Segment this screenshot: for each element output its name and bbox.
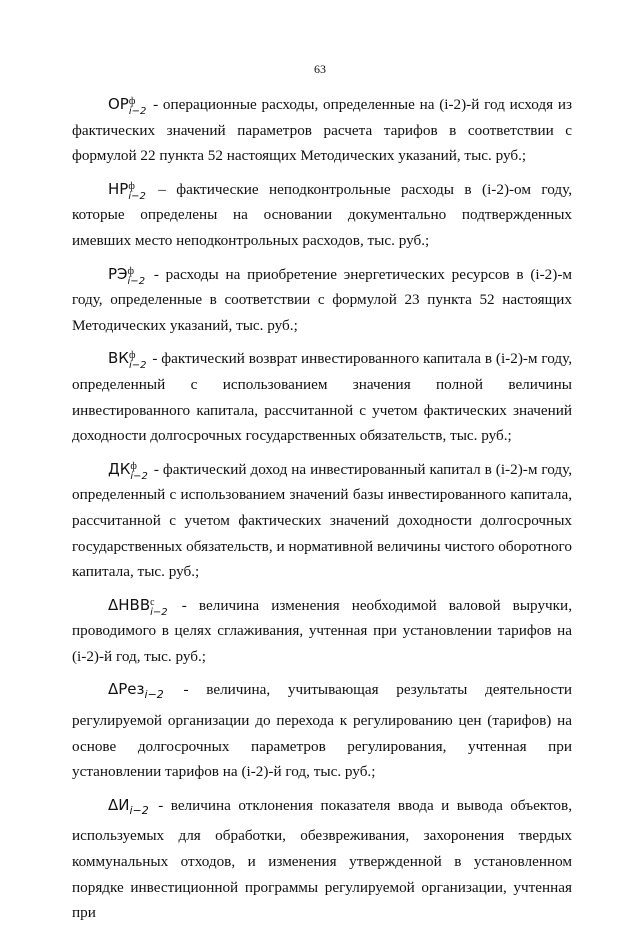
formula-subscript: i−2 [130, 470, 148, 482]
formula-superscript: ф [128, 96, 136, 107]
formula-scripts [150, 598, 168, 618]
definition-capital-return [72, 346, 572, 448]
definition-energy-expenses [72, 262, 572, 339]
formula-superscript: ф [128, 180, 135, 192]
formula-symbol: ОР [108, 95, 129, 113]
definition-text: - операционные расходы, определенные на (i-2)-й год исходя из фактических значений параметров расчета тарифов в соответствии с формулой 22 пункта 52 настоящих Методических указаний, тыс. руб.; [72, 96, 572, 165]
definition-text: - расходы на приобретение энергетических ресурсов в (i-2)-м году, определенные в соответствии с формулой 23 пункта 52 настоящих Методических указаний, тыс. руб.; [72, 265, 572, 334]
definition-text: - величина изменения необходимой валовой выручки, проводимого в целях сглаживания, учтенная при установлении тарифов на (i-2)-й год, тыс. руб.; [72, 596, 572, 665]
formula-subscript: i−2 [127, 275, 146, 287]
formula-superscript: ф [127, 265, 135, 277]
definition-text: - фактический возврат инвестированного капитала в (i-2)-м году, определенный с использованием значения полной величины инвестированного капитала, рассчитанной с учетом фактических значений доходности долгосрочных государственных обязательств, тыс. руб.; [72, 350, 572, 445]
formula-symbol: ΔНВВ [108, 595, 151, 614]
formula-superscript: с [150, 596, 155, 608]
formula-symbol: РЭ [108, 264, 128, 283]
definition-investment-deviation [72, 793, 572, 926]
definition-revenue-smoothing [72, 593, 572, 670]
formula-superscript: ф [130, 460, 137, 472]
definition-text: – фактические неподконтрольные расходы в (i-2)-ом году, которые определены на основании документально подтвержденных имевших место неподконтрольных расходов, тыс. руб.; [72, 180, 572, 249]
formula-scripts [130, 462, 148, 482]
formula-scripts [129, 351, 147, 371]
definition-text: - фактический доход на инвестированный капитал в (i-2)-м году, определенный с использованием значений базы инвестированного капитала, рассчитанной с учетом фактических значений доходности долгосрочных государственных обязательств, и нормативной величины чистого оборотного капитала, тыс. руб.; [72, 460, 572, 581]
definition-uncontrolled-expenses [72, 177, 572, 254]
formula-symbol: ΔРез [108, 680, 145, 699]
formula-subscript: i−2 [150, 606, 168, 618]
definition-operating-expenses [72, 92, 572, 169]
formula-symbol: ДК [108, 459, 131, 478]
page-number: 63 [314, 62, 326, 76]
formula-subscript: i−2 [128, 360, 147, 372]
definition-text: - величина, учитывающая результаты деятельности регулируемой организации до перехода к регулированию цен (тарифов) на основе долгосрочных параметров регулирования, учтенная при установлении тарифов на (i-2)-й год, тыс. руб.; [72, 681, 572, 781]
definition-text: - величина отклонения показателя ввода и вывода объектов, используемых для обработки, обезвреживания, захоронения твердых коммунальных отходов, и изменения утвержденной в установленном порядке инвестиционной программы регулируемой организации, учтенная при [72, 796, 572, 922]
formula-subscript: i−2 [129, 803, 149, 817]
definition-prior-results [72, 677, 572, 784]
formula-subscript: i−2 [128, 106, 147, 117]
definition-capital-income [72, 457, 572, 585]
formula-subscript: i−2 [144, 688, 164, 702]
formula-symbol: ΔИ [108, 795, 130, 814]
formula-scripts [128, 182, 146, 202]
formula-subscript: i−2 [128, 190, 146, 202]
formula-scripts [128, 267, 146, 287]
formula-symbol: НР [108, 179, 129, 198]
formula-scripts [129, 97, 147, 117]
body-text [72, 92, 572, 934]
formula-symbol: ВК [108, 349, 129, 368]
formula-superscript: ф [128, 350, 136, 362]
